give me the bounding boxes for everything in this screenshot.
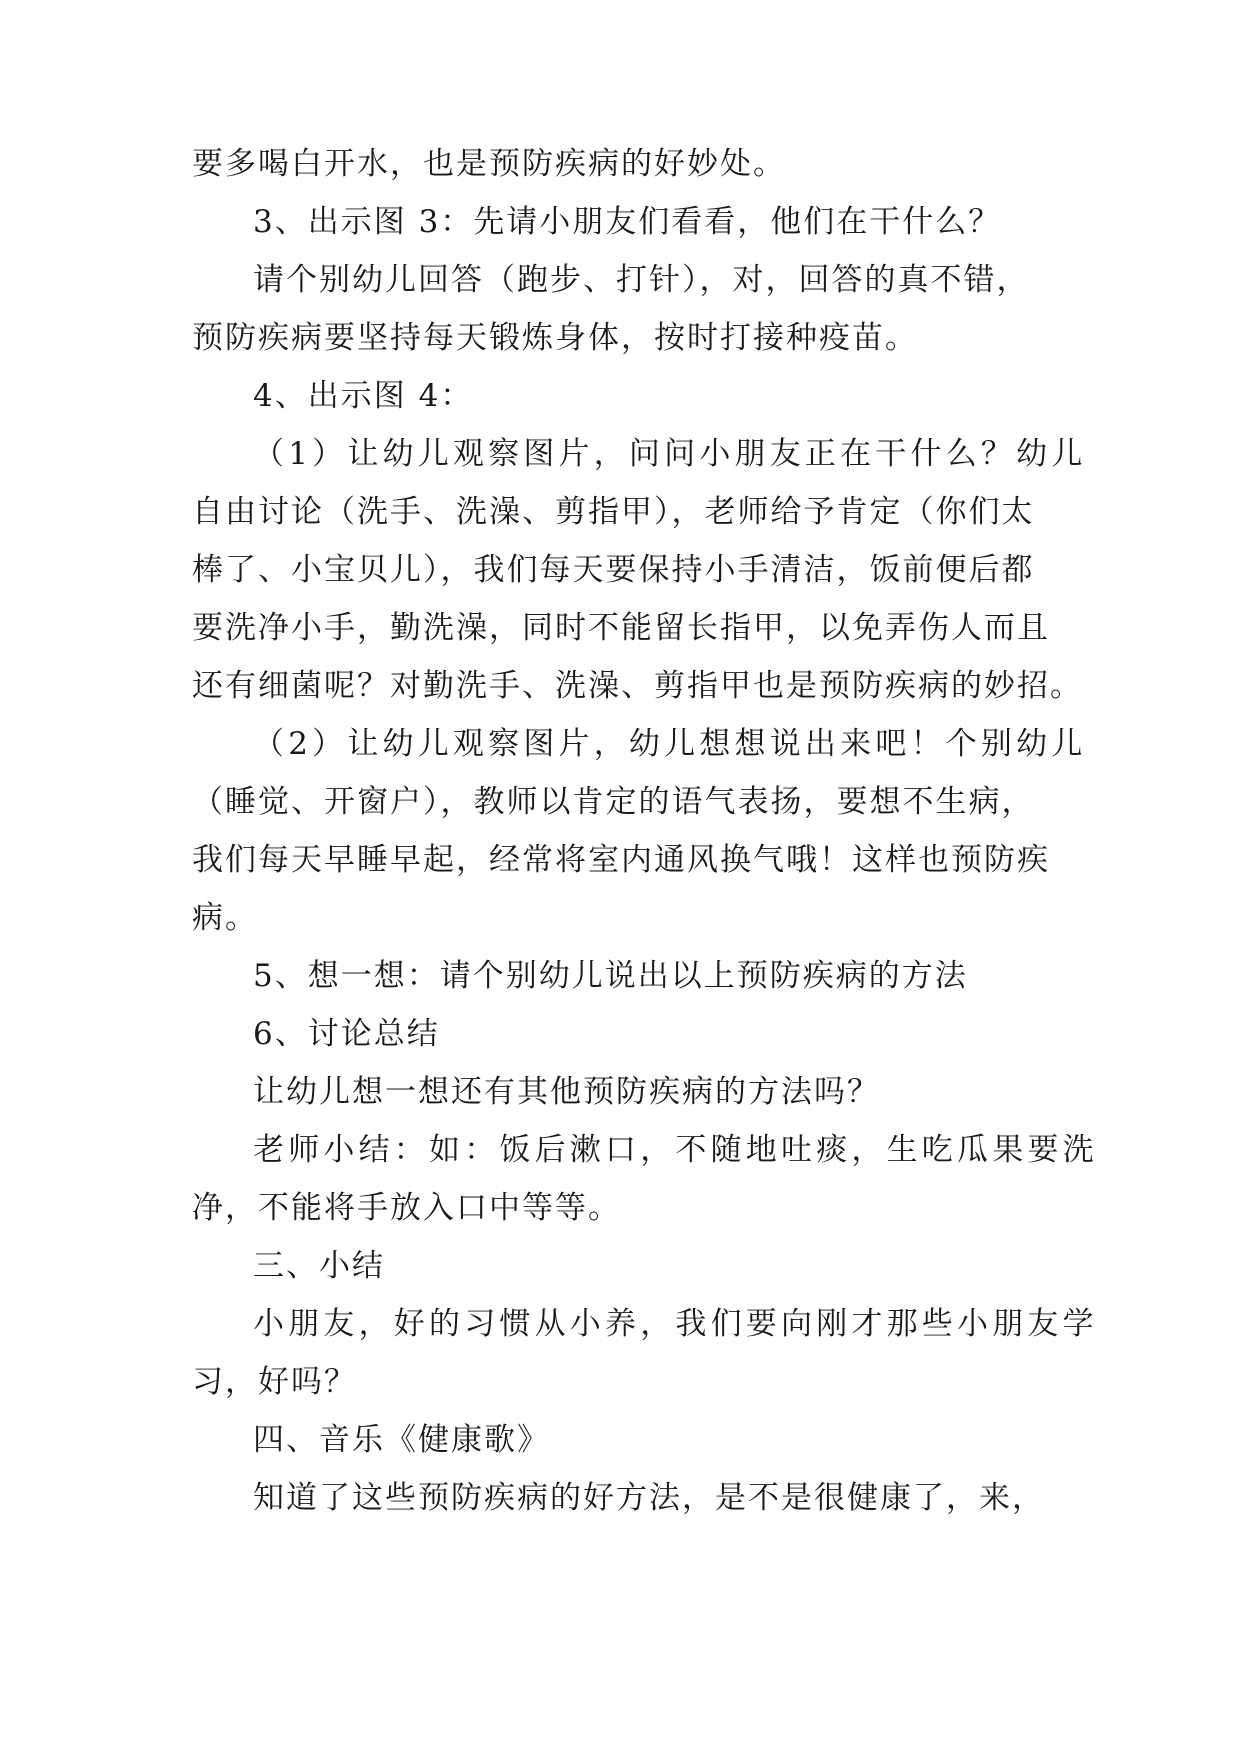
text-line: 三、小结 [253, 1248, 385, 1284]
text-line: 老师小结：如：饭后漱口，不随地吐痰，生吃瓜果要洗 [253, 1132, 1098, 1168]
text-line: 习，好吗？ [192, 1364, 357, 1400]
text-line: 要洗净小手，勤洗澡，同时不能留长指甲，以免弄伤人而且 [192, 610, 1050, 646]
text-line: 净，不能将手放入口中等等。 [192, 1190, 621, 1226]
text-line: 知道了这些预防疾病的好方法，是不是很健康了，来， [253, 1480, 1045, 1516]
text-line: 3、出示图 3：先请小朋友们看看，他们在干什么？ [253, 204, 1002, 240]
text-line: （1）让幼儿观察图片，问问小朋友正在干什么？幼儿 [253, 436, 1087, 472]
text-line: 还有细菌呢？对勤洗手、洗澡、剪指甲也是预防疾病的妙招。 [192, 668, 1083, 704]
text-line: 我们每天早睡早起，经常将室内通风换气哦！这样也预防疾 [192, 842, 1050, 878]
text-line: 病。 [192, 900, 258, 936]
text-line: （2）让幼儿观察图片，幼儿想想说出来吧！个别幼儿 [253, 726, 1087, 762]
text-line: 请个别幼儿回答（跑步、打针），对，回答的真不错， [253, 262, 1030, 298]
text-line: 要多喝白开水，也是预防疾病的好妙处。 [192, 146, 786, 182]
text-line: 小朋友，好的习惯从小养，我们要向刚才那些小朋友学 [253, 1306, 1098, 1342]
text-line: 自由讨论（洗手、洗澡、剪指甲），老师给予肯定（你们太 [192, 494, 1035, 530]
text-line: 棒了、小宝贝儿），我们每天要保持小手清洁，饭前便后都 [192, 552, 1035, 588]
text-line: 让幼儿想一想还有其他预防疾病的方法吗？ [253, 1074, 880, 1110]
text-line: （睡觉、开窗户），教师以肯定的语气表扬，要想不生病， [192, 784, 1035, 820]
text-line: 6、讨论总结 [253, 1016, 440, 1052]
text-line: 4、出示图 4： [253, 378, 474, 414]
text-line: 5、想一想：请个别幼儿说出以上预防疾病的方法 [253, 958, 968, 994]
text-line: 预防疾病要坚持每天锻炼身体，按时打接种疫苗。 [192, 320, 918, 356]
text-line: 四、音乐《健康歌》 [253, 1422, 550, 1458]
